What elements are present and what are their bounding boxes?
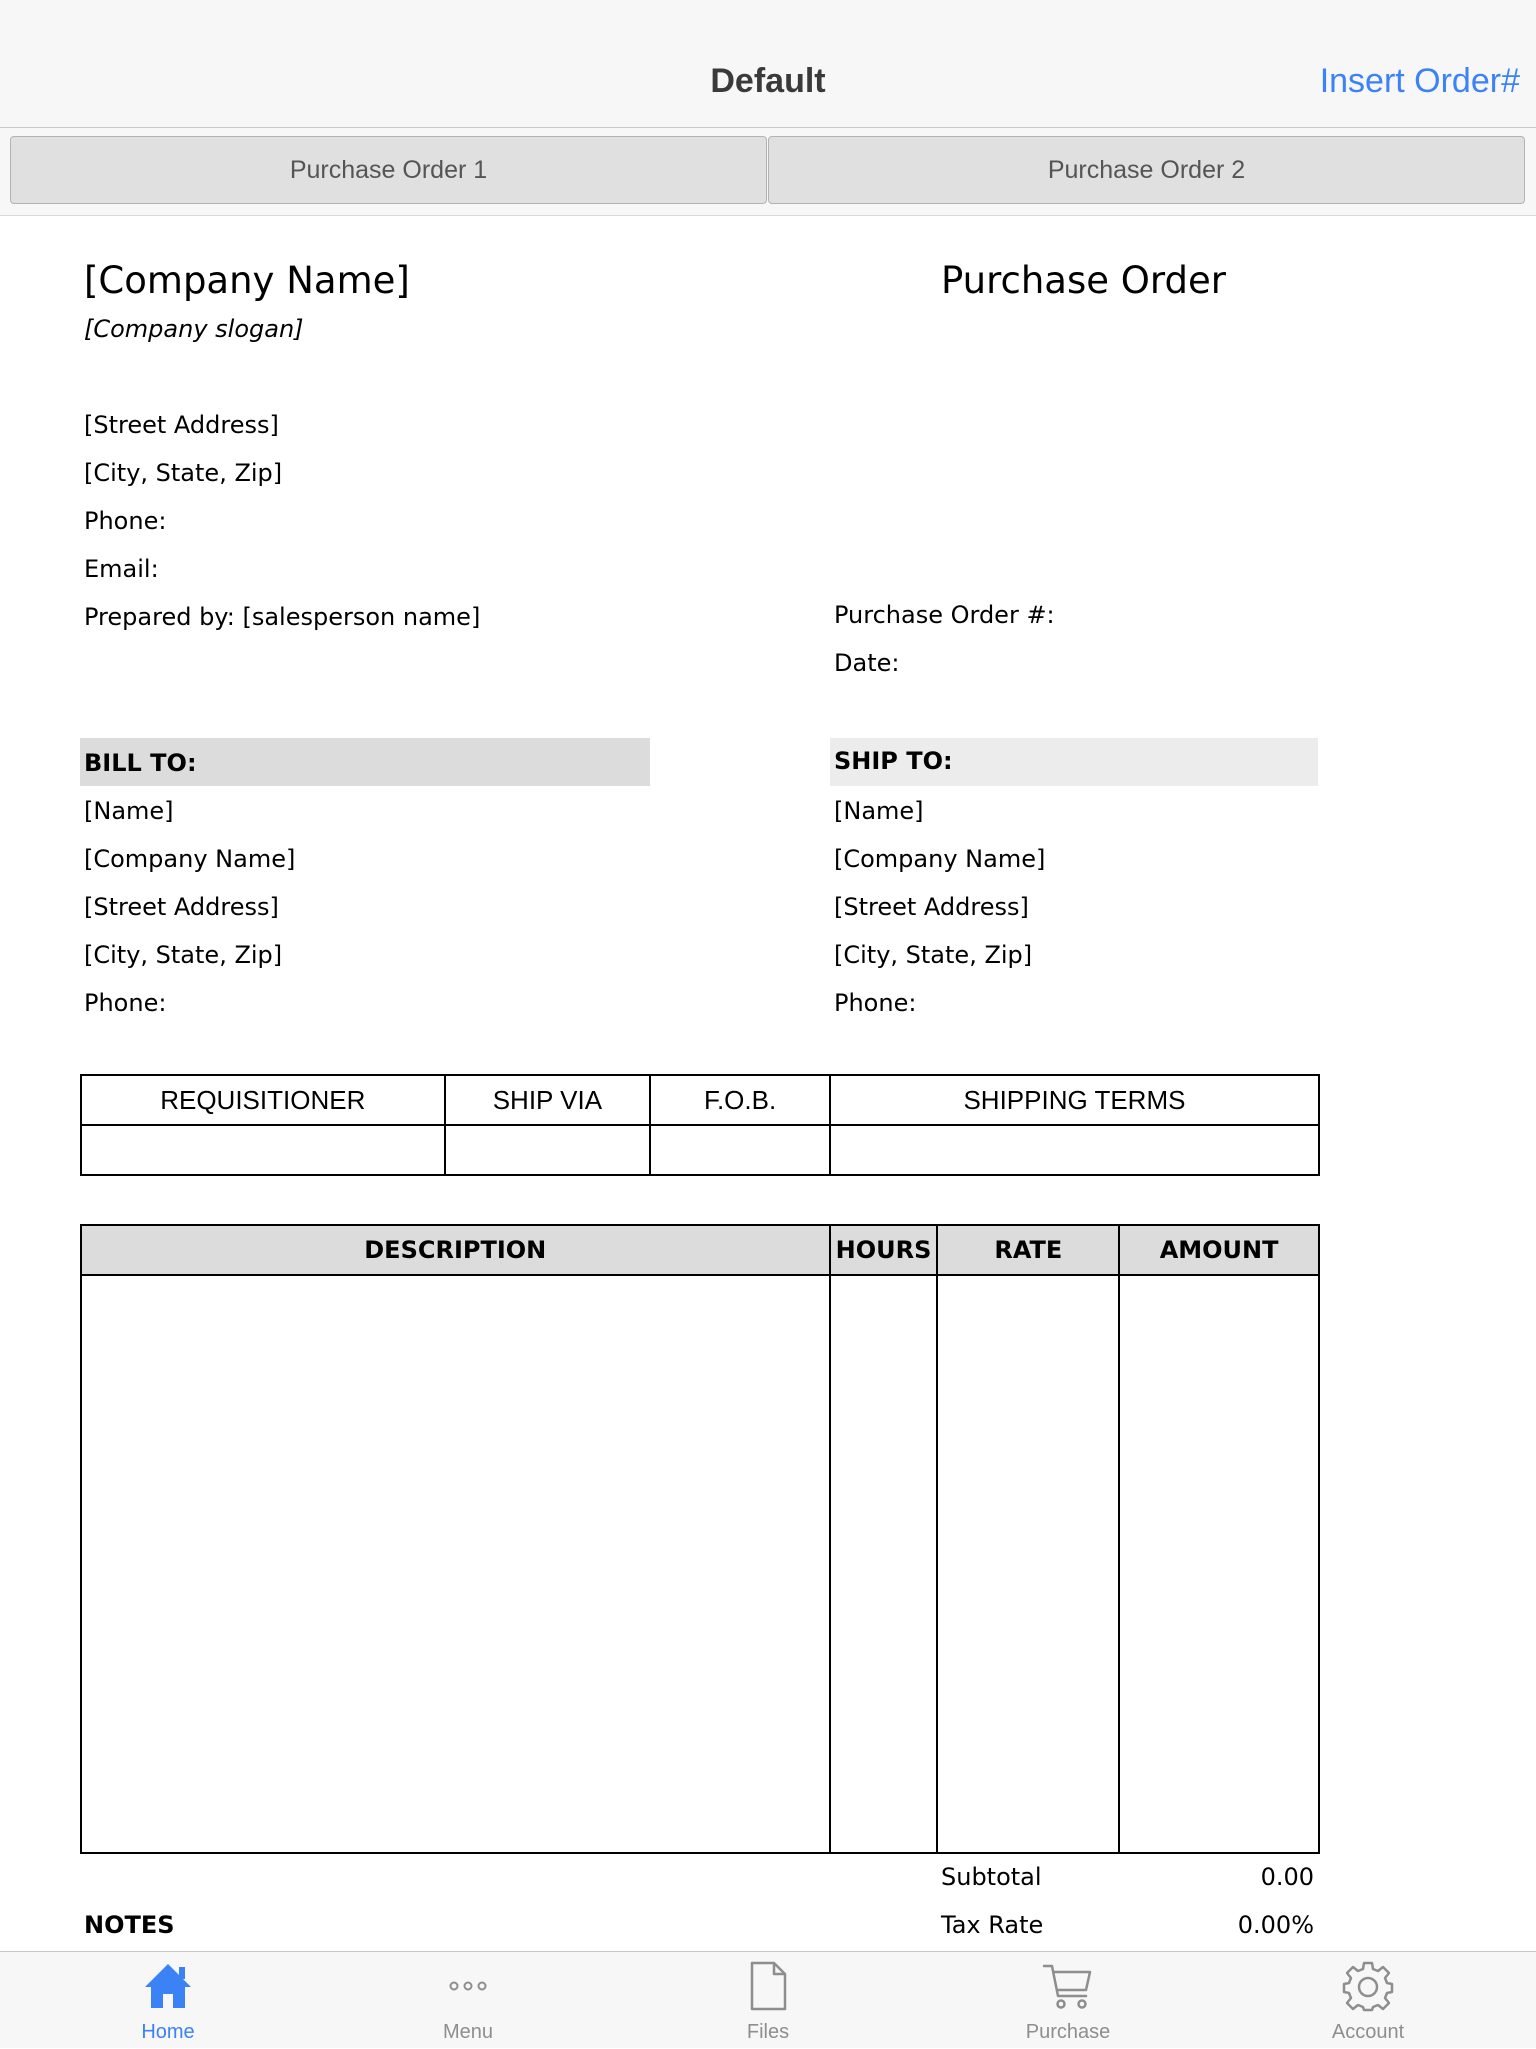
file-icon bbox=[742, 1960, 794, 2012]
shipping-terms-cell[interactable] bbox=[830, 1125, 1319, 1175]
bottom-tab-home-label: Home bbox=[141, 2021, 195, 2043]
ship-via-cell[interactable] bbox=[445, 1125, 651, 1175]
nav-title: Default bbox=[710, 62, 826, 100]
bill-to-city[interactable]: [City, State, Zip] bbox=[84, 941, 283, 969]
document-tabs bbox=[0, 128, 1536, 216]
notes-label: NOTES bbox=[84, 1911, 175, 1939]
bill-to-phone[interactable]: Phone: bbox=[84, 989, 167, 1017]
shipping-table bbox=[80, 1074, 1320, 1176]
bottom-tab-menu[interactable] bbox=[318, 1952, 618, 2049]
hours-cell[interactable] bbox=[830, 1275, 938, 1853]
company-email[interactable]: Email: bbox=[84, 555, 159, 583]
bottom-tab-account-label: Account bbox=[1331, 2021, 1405, 2043]
insert-order-number-button[interactable]: Insert Order# bbox=[1319, 62, 1520, 100]
bill-to-name[interactable]: [Name] bbox=[84, 797, 174, 825]
bottom-tab-account[interactable] bbox=[1218, 1952, 1518, 2049]
company-name[interactable]: [Company Name] bbox=[84, 259, 410, 302]
company-city[interactable]: [City, State, Zip] bbox=[84, 459, 283, 487]
tab-purchase-order-1[interactable]: Purchase Order 1 bbox=[10, 136, 767, 204]
company-phone[interactable]: Phone: bbox=[84, 507, 167, 535]
shipping-terms-header: SHIPPING TERMS bbox=[830, 1075, 1319, 1125]
items-table-row bbox=[81, 1275, 1319, 1853]
company-street[interactable]: [Street Address] bbox=[84, 411, 279, 439]
bottom-tab-bar bbox=[0, 1951, 1536, 2048]
tax-rate-label: Tax Rate bbox=[941, 1911, 1044, 1939]
prepared-by[interactable]: Prepared by: [salesperson name] bbox=[84, 603, 481, 631]
home-icon bbox=[142, 1960, 194, 2012]
bottom-tab-purchase-label: Purchase bbox=[1025, 2021, 1111, 2043]
ship-via-header: SHIP VIA bbox=[445, 1075, 651, 1125]
fob-cell[interactable] bbox=[650, 1125, 830, 1175]
navigation-bar bbox=[0, 0, 1536, 128]
items-table-header-row bbox=[81, 1225, 1319, 1275]
bottom-tab-menu-label: Menu bbox=[442, 2021, 494, 2043]
ship-to-street[interactable]: [Street Address] bbox=[834, 893, 1029, 921]
rate-header: RATE bbox=[937, 1225, 1119, 1275]
requisitioner-cell[interactable] bbox=[81, 1125, 445, 1175]
date-label[interactable]: Date: bbox=[834, 649, 900, 677]
bottom-tab-files[interactable] bbox=[618, 1952, 918, 2049]
bill-to-street[interactable]: [Street Address] bbox=[84, 893, 279, 921]
shipping-table-row bbox=[81, 1125, 1319, 1175]
amount-cell[interactable] bbox=[1119, 1275, 1319, 1853]
requisitioner-header: REQUISITIONER bbox=[81, 1075, 445, 1125]
ship-to-heading: SHIP TO: bbox=[834, 747, 953, 775]
ship-to-phone[interactable]: Phone: bbox=[834, 989, 917, 1017]
tax-rate-value[interactable]: 0.00% bbox=[1237, 1911, 1314, 1939]
description-cell[interactable] bbox=[81, 1275, 830, 1853]
description-header: DESCRIPTION bbox=[81, 1225, 830, 1275]
company-slogan[interactable]: [Company slogan] bbox=[84, 315, 304, 343]
tab-purchase-order-2[interactable]: Purchase Order 2 bbox=[768, 136, 1525, 204]
subtotal-label: Subtotal bbox=[941, 1863, 1042, 1891]
ship-to-name[interactable]: [Name] bbox=[834, 797, 924, 825]
ship-to-city[interactable]: [City, State, Zip] bbox=[834, 941, 1033, 969]
hours-header: HOURS bbox=[830, 1225, 938, 1275]
shipping-table-header-row bbox=[81, 1075, 1319, 1125]
bottom-tab-purchase[interactable] bbox=[918, 1952, 1218, 2049]
ship-to-company[interactable]: [Company Name] bbox=[834, 845, 1046, 873]
subtotal-value: 0.00 bbox=[1260, 1863, 1314, 1891]
bottom-tab-files-label: Files bbox=[746, 2021, 790, 2043]
items-table bbox=[80, 1224, 1320, 1854]
bottom-tab-home[interactable] bbox=[18, 1952, 318, 2049]
bill-to-company[interactable]: [Company Name] bbox=[84, 845, 296, 873]
document-title: Purchase Order bbox=[941, 259, 1226, 302]
purchase-order-document bbox=[0, 217, 1536, 1951]
amount-header: AMOUNT bbox=[1119, 1225, 1319, 1275]
fob-header: F.O.B. bbox=[650, 1075, 830, 1125]
more-icon bbox=[442, 1960, 494, 2012]
rate-cell[interactable] bbox=[937, 1275, 1119, 1853]
cart-icon bbox=[1042, 1960, 1094, 2012]
po-number-label[interactable]: Purchase Order #: bbox=[834, 601, 1055, 629]
bill-to-heading: BILL TO: bbox=[84, 749, 197, 777]
gear-icon bbox=[1342, 1960, 1394, 2012]
